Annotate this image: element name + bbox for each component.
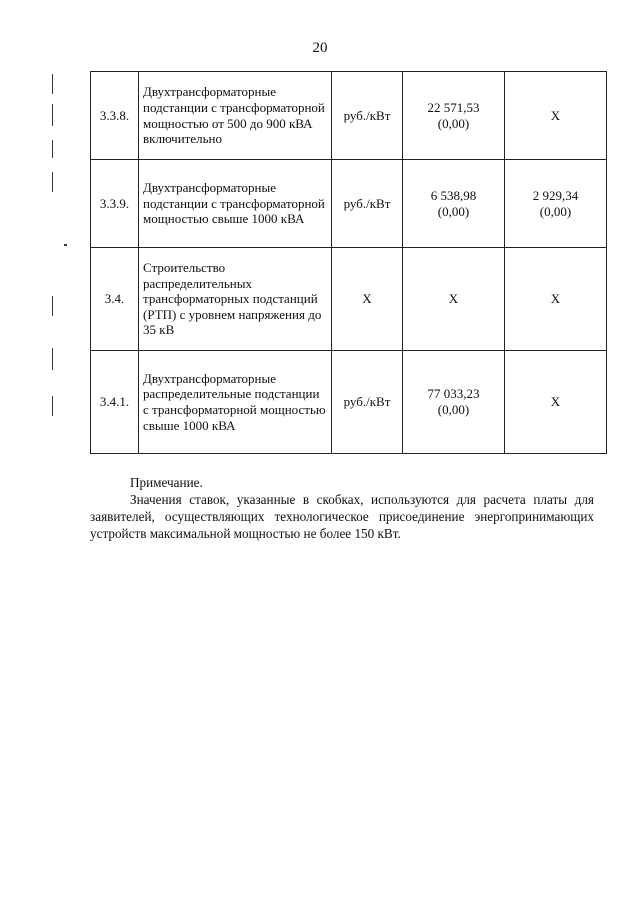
row-value-1	[403, 160, 505, 248]
row-unit: руб./кВт	[332, 160, 403, 248]
value-note: (0,00)	[437, 402, 470, 417]
value-note: (0,00)	[437, 203, 470, 219]
row-number: 3.4.	[91, 248, 139, 351]
value: 22 571,53	[427, 99, 480, 115]
margin-dot	[64, 244, 67, 246]
row-number: 3.4.1.	[91, 351, 139, 454]
row-number: 3.3.9.	[91, 160, 139, 248]
row-value-2	[505, 351, 607, 454]
table-row	[91, 351, 607, 454]
row-value-2	[505, 72, 607, 160]
value-note: (0,00)	[539, 203, 572, 219]
row-unit: X	[332, 248, 403, 351]
margin-mark	[52, 74, 53, 94]
table-row	[91, 160, 607, 248]
row-value-1	[403, 72, 505, 160]
row-description: Двухтрансформаторные распределительные подстанции с трансформаторной мощностью свыше 1000 кВА	[139, 351, 332, 454]
margin-mark	[52, 104, 53, 126]
value: 6 538,98	[430, 187, 477, 203]
value-note: (0,00)	[437, 115, 470, 131]
rates-table	[90, 71, 607, 454]
row-unit: руб./кВт	[332, 72, 403, 160]
row-description: Строительство распределительных трансформаторных подстанций (РТП) с уровнем напряжения до 35 кВ	[139, 248, 332, 351]
row-description: Двухтрансформаторные подстанции с трансформаторной мощностью от 500 до 900 кВА включительно	[139, 72, 332, 160]
value: X	[550, 291, 561, 307]
value: X	[448, 291, 459, 307]
table-row	[91, 248, 607, 351]
note-section	[90, 474, 594, 542]
table-row	[91, 72, 607, 160]
value: 2 929,34	[532, 187, 579, 203]
note-title: Примечание.	[130, 475, 203, 490]
row-number: 3.3.8.	[91, 72, 139, 160]
row-value-1	[403, 351, 505, 454]
note-text: Значения ставок, указанные в скобках, используются для расчета платы для заявителей, осуществляющих технологическое присоединение энергопринимающих устройств максимальной мощностью не более 150 кВт.	[90, 492, 594, 541]
margin-mark	[52, 140, 53, 158]
value: X	[550, 394, 561, 410]
row-unit: руб./кВт	[332, 351, 403, 454]
margin-mark	[52, 396, 53, 416]
page-number: 20	[312, 40, 328, 56]
row-value-2	[505, 248, 607, 351]
row-value-2	[505, 160, 607, 248]
value: 77 033,23	[427, 386, 480, 402]
row-value-1	[403, 248, 505, 351]
value: X	[550, 107, 561, 123]
margin-mark	[52, 172, 53, 192]
margin-mark	[52, 348, 53, 370]
row-description: Двухтрансформаторные подстанции с трансформаторной мощностью свыше 1000 кВА	[139, 160, 332, 248]
margin-mark	[52, 296, 53, 316]
